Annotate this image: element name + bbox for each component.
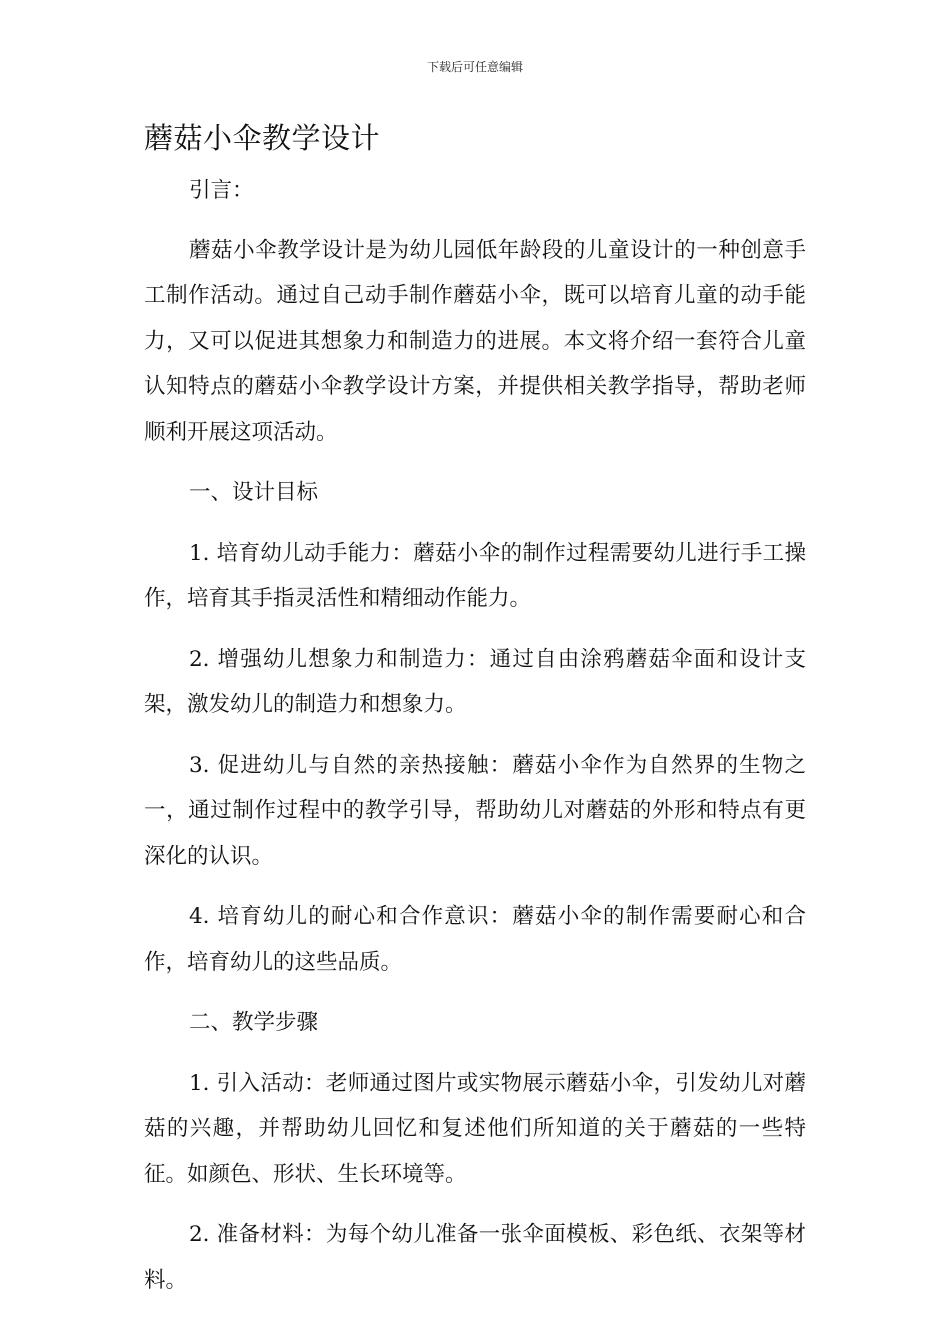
section-heading-steps: 二、教学步骤 (189, 1010, 319, 1035)
goal-item-2: 2. 增强幼儿想象力和制造力：通过自由涂鸦蘑菇伞面和设计支架，激发幼儿的制造力和想象力。 (144, 646, 806, 717)
step-item-2: 2. 准备材料：为每个幼儿准备一张伞面模板、彩色纸、衣架等材料。 (144, 1222, 806, 1293)
goal-item-4: 4. 培育幼儿的耐心和合作意识：蘑菇小伞的制作需要耐心和合作，培育幼儿的这些品质。 (144, 904, 806, 975)
section-heading-goals: 一、设计目标 (189, 480, 319, 505)
goal-item-3: 3. 促进幼儿与自然的亲热接触：蘑菇小伞作为自然界的生物之一，通过制作过程中的教学引导，帮助幼儿对蘑菇的外形和特点有更深化的认识。 (144, 752, 806, 869)
page-header-note: 下载后可任意编辑 (426, 60, 523, 74)
paragraph-intro: 蘑菇小伞教学设计是为幼儿园低年龄段的儿童设计的一种创意手工制作活动。通过自己动手制作蘑菇小伞，既可以培育儿童的动手能力，又可以促进其想象力和制造力的进展。本文将介绍一套符合儿童认知特点的蘑菇小伞教学设计方案，并提供相关教学指导，帮助老师顺利开展这项活动。 (144, 237, 806, 445)
goal-item-1: 1. 培育幼儿动手能力：蘑菇小伞的制作过程需要幼儿进行手工操作，培育其手指灵活性和精细动作能力。 (144, 540, 806, 611)
document-title: 蘑菇小伞教学设计 (144, 121, 381, 155)
document-body (144, 168, 806, 1318)
step-item-1: 1. 引入活动：老师通过图片或实物展示蘑菇小伞，引发幼儿对蘑菇的兴趣，并帮助幼儿回忆和复述他们所知道的关于蘑菇的一些特征。如颜色、形状、生长环境等。 (144, 1070, 806, 1187)
paragraph-intro-label: 引言： (189, 178, 254, 203)
